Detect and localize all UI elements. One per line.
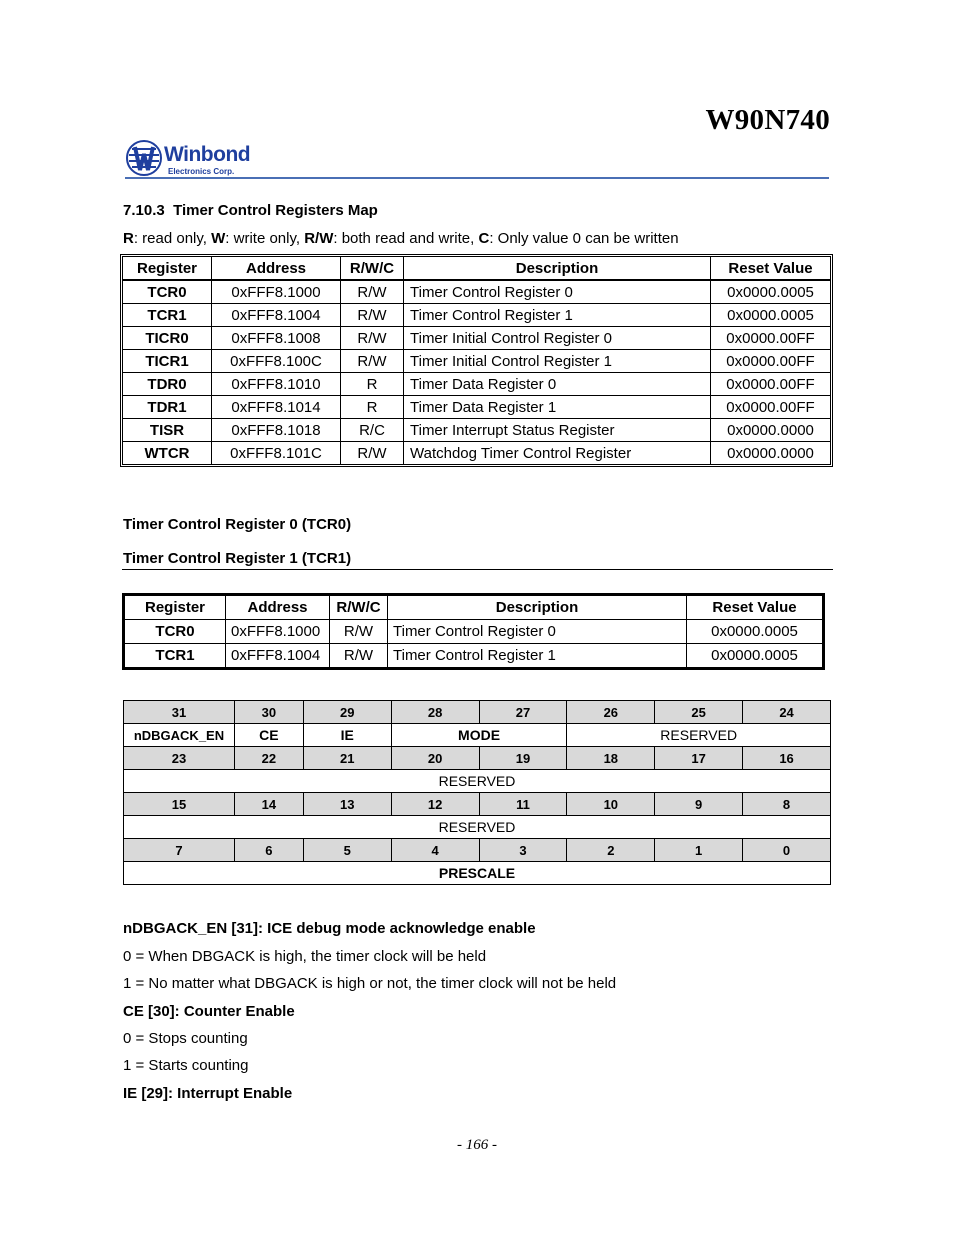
table-cell: 0xFFF8.1008: [212, 327, 341, 350]
bit-number: 2: [567, 839, 655, 862]
bit-number: 9: [655, 793, 743, 816]
bit-number: 12: [391, 793, 479, 816]
table-cell: Timer Interrupt Status Register: [404, 419, 711, 442]
bit-number: 0: [743, 839, 831, 862]
table-cell: Timer Control Register 0: [388, 620, 687, 644]
table-cell: R/W: [341, 442, 404, 465]
section-heading: [123, 202, 378, 220]
table-cell: 0xFFF8.1000: [212, 280, 341, 304]
table-cell: 0x0000.0000: [711, 442, 831, 465]
table-cell: TCR1: [125, 644, 226, 668]
table-row: [123, 280, 831, 304]
logo-subtitle: Electronics Corp.: [168, 167, 235, 176]
column-header: Description: [388, 596, 687, 620]
bit-number: 14: [234, 793, 303, 816]
bit-number: 17: [655, 747, 743, 770]
tcr-register-table: [122, 593, 825, 670]
table-cell: R/W: [330, 620, 388, 644]
table-cell: Timer Data Register 0: [404, 373, 711, 396]
bit-field-table: [123, 700, 831, 885]
table-cell: R/W: [341, 280, 404, 304]
section-title: Timer Control Registers Map: [173, 202, 378, 219]
legend-text: : write only,: [225, 230, 305, 247]
table-row: [125, 644, 823, 668]
field-ce: CE: [234, 724, 303, 747]
table-cell: R/W: [341, 327, 404, 350]
bit-number: 28: [391, 701, 479, 724]
table-row: [123, 327, 831, 350]
bit-number: 24: [743, 701, 831, 724]
field-desc-line: 0 = Stops counting: [123, 1030, 248, 1047]
column-header: Description: [404, 257, 711, 281]
header-rule: [125, 177, 829, 179]
table-cell: 0xFFF8.1004: [226, 644, 330, 668]
legend-text: : read only,: [133, 230, 212, 247]
column-header: Reset Value: [687, 596, 823, 620]
legend-text: : Only value 0 can be written: [489, 230, 679, 247]
table-cell: TICR0: [123, 327, 212, 350]
bit-number: 7: [124, 839, 235, 862]
table-cell: TCR0: [125, 620, 226, 644]
table-row: [123, 373, 831, 396]
table-cell: TCR0: [123, 280, 212, 304]
legend-key: R/W: [304, 230, 334, 247]
table-cell: 0x0000.00FF: [711, 373, 831, 396]
table-cell: 0x0000.00FF: [711, 396, 831, 419]
bit-number: 19: [479, 747, 567, 770]
field-reserved: RESERVED: [124, 770, 831, 793]
document-title: W90N740: [705, 104, 830, 136]
bit-number: 15: [124, 793, 235, 816]
bit-number: 1: [655, 839, 743, 862]
field-desc-line: 1 = No matter what DBGACK is high or not, the timer clock will not be held: [123, 975, 617, 992]
field-mode: MODE: [391, 724, 567, 747]
bit-number: 23: [124, 747, 235, 770]
field-desc-line: 0 = When DBGACK is high, the timer clock will be held: [123, 948, 487, 965]
table-cell: 0xFFF8.101C: [212, 442, 341, 465]
bit-number: 29: [303, 701, 391, 724]
column-header: Reset Value: [711, 257, 831, 281]
table-cell: TICR1: [123, 350, 212, 373]
bit-number: 13: [303, 793, 391, 816]
legend-text: : both read and write,: [333, 230, 479, 247]
field-desc-heading: IE [29]: Interrupt Enable: [123, 1085, 293, 1102]
page-number: - 166 -: [457, 1137, 497, 1153]
table-cell: TDR1: [123, 396, 212, 419]
table-cell: 0x0000.0005: [687, 644, 823, 668]
subheading-rule: [122, 569, 833, 570]
field-desc-heading: nDBGACK_EN [31]: ICE debug mode acknowledge enable: [123, 920, 536, 937]
field-prescale: PRESCALE: [124, 862, 831, 885]
field-reserved: RESERVED: [124, 816, 831, 839]
legend-key: W: [211, 230, 226, 247]
winbond-logo: [126, 139, 250, 179]
table-cell: Timer Control Register 1: [388, 644, 687, 668]
field-desc-heading: CE [30]: Counter Enable: [123, 1003, 295, 1020]
bit-number: 8: [743, 793, 831, 816]
column-header: Register: [125, 596, 226, 620]
table-cell: R/W: [341, 304, 404, 327]
column-header: Address: [212, 257, 341, 281]
column-header: Register: [123, 257, 212, 281]
table-cell: R/W: [330, 644, 388, 668]
table-cell: TISR: [123, 419, 212, 442]
table-cell: TCR1: [123, 304, 212, 327]
subheading-tcr0: Timer Control Register 0 (TCR0): [123, 516, 352, 533]
bit-number: 10: [567, 793, 655, 816]
table-cell: 0x0000.00FF: [711, 327, 831, 350]
table-cell: 0xFFF8.1000: [226, 620, 330, 644]
access-legend: [123, 230, 679, 248]
table-row: [123, 304, 831, 327]
column-header: R/W/C: [330, 596, 388, 620]
register-map-table: [120, 254, 833, 467]
section-number: 7.10.3: [123, 202, 165, 219]
bit-number: 25: [655, 701, 743, 724]
bit-number: 27: [479, 701, 567, 724]
bit-number: 20: [391, 747, 479, 770]
table-row: [123, 419, 831, 442]
column-header: R/W/C: [341, 257, 404, 281]
table-cell: Watchdog Timer Control Register: [404, 442, 711, 465]
table-cell: 0x0000.0005: [711, 304, 831, 327]
table-cell: 0xFFF8.1010: [212, 373, 341, 396]
table-row: [123, 350, 831, 373]
table-cell: R/C: [341, 419, 404, 442]
table-cell: 0x0000.0005: [711, 280, 831, 304]
table-cell: R: [341, 396, 404, 419]
table-cell: TDR0: [123, 373, 212, 396]
bit-number: 5: [303, 839, 391, 862]
table-row: [123, 396, 831, 419]
field-ie: IE: [303, 724, 391, 747]
column-header: Address: [226, 596, 330, 620]
bit-number: 11: [479, 793, 567, 816]
table-cell: 0x0000.0005: [687, 620, 823, 644]
field-reserved: RESERVED: [567, 724, 831, 747]
bit-number: 26: [567, 701, 655, 724]
table-cell: 0xFFF8.1014: [212, 396, 341, 419]
table-cell: 0xFFF8.100C: [212, 350, 341, 373]
table-cell: 0x0000.0000: [711, 419, 831, 442]
table-cell: 0xFFF8.1018: [212, 419, 341, 442]
table-cell: Timer Initial Control Register 0: [404, 327, 711, 350]
subheading-tcr1: Timer Control Register 1 (TCR1): [123, 550, 352, 567]
table-cell: Timer Control Register 1: [404, 304, 711, 327]
legend-key: R: [123, 230, 134, 247]
bit-number: 30: [234, 701, 303, 724]
logo-wordmark: Winbond: [164, 143, 251, 166]
field-desc-line: 1 = Starts counting: [123, 1057, 249, 1074]
table-cell: WTCR: [123, 442, 212, 465]
bit-number: 31: [124, 701, 235, 724]
bit-number: 21: [303, 747, 391, 770]
table-cell: 0xFFF8.1004: [212, 304, 341, 327]
table-row: [125, 620, 823, 644]
bit-number: 4: [391, 839, 479, 862]
bit-number: 18: [567, 747, 655, 770]
bit-number: 22: [234, 747, 303, 770]
table-cell: Timer Data Register 1: [404, 396, 711, 419]
bit-number: 6: [234, 839, 303, 862]
bit-number: 16: [743, 747, 831, 770]
table-cell: R/W: [341, 350, 404, 373]
legend-key: C: [478, 230, 490, 247]
bit-number: 3: [479, 839, 567, 862]
table-cell: R: [341, 373, 404, 396]
table-row: [123, 442, 831, 465]
field-ndbgack-en: nDBGACK_EN: [124, 724, 235, 747]
table-cell: 0x0000.00FF: [711, 350, 831, 373]
table-cell: Timer Control Register 0: [404, 280, 711, 304]
table-cell: Timer Initial Control Register 1: [404, 350, 711, 373]
